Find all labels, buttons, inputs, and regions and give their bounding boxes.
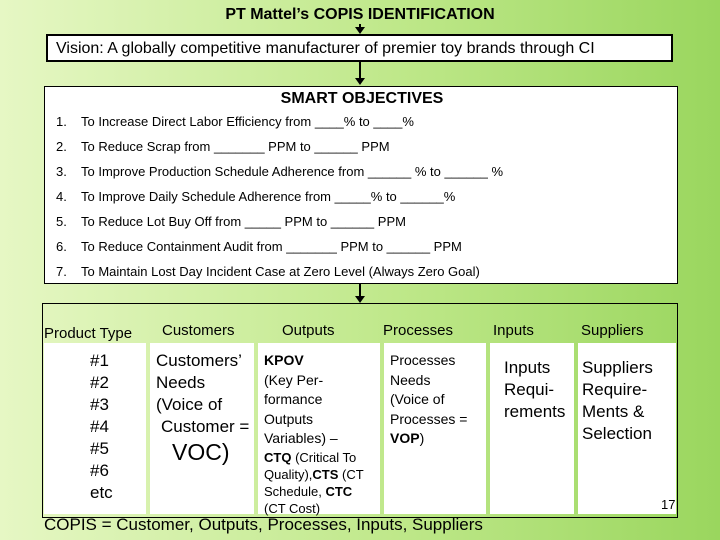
processes-vop-line bbox=[390, 429, 467, 449]
outputs-line: (Key Per- bbox=[264, 371, 324, 388]
objective-text: To Reduce Scrap from _______ PPM to ______ PPM bbox=[81, 139, 390, 154]
vision-label: Vision bbox=[56, 40, 100, 57]
arrow-head bbox=[355, 296, 365, 303]
objectives-title: SMART OBJECTIVES bbox=[280, 90, 444, 107]
product-type-list bbox=[90, 350, 113, 504]
suppliers-text bbox=[582, 357, 653, 445]
objective-number: 3. bbox=[56, 164, 67, 179]
objective-text: To Reduce Containment Audit from _______ PPM to ______ PPM bbox=[81, 239, 462, 254]
customers-line: Needs bbox=[156, 373, 206, 392]
customers-line: Customer = bbox=[161, 417, 250, 436]
processes-line: (Voice of bbox=[390, 391, 445, 407]
vop-close: ) bbox=[419, 430, 425, 446]
customers-voc: VOC) bbox=[172, 439, 230, 465]
objective-text: To Reduce Lot Buy Off from _____ PPM to ______ PPM bbox=[81, 214, 406, 229]
ctc-label: CTC bbox=[325, 483, 353, 499]
suppliers-line: Suppliers bbox=[582, 358, 653, 377]
suppliers-line: Ments & bbox=[582, 402, 645, 421]
list-item: #5 bbox=[90, 439, 109, 458]
processes-line: Processes bbox=[390, 352, 456, 368]
outputs-ctc-line bbox=[264, 483, 364, 500]
list-item: #1 bbox=[90, 351, 109, 370]
processes-line: Needs bbox=[390, 371, 431, 388]
ctc-text: Schedule, bbox=[264, 483, 326, 499]
list-item: etc bbox=[90, 483, 113, 502]
objective-number: 1. bbox=[56, 114, 67, 129]
outputs-cost-line: (CT Cost) bbox=[264, 500, 321, 516]
inputs-line: Requi- bbox=[504, 380, 555, 399]
outputs-line: Outputs bbox=[264, 410, 314, 427]
customers-line: (Voice of bbox=[156, 395, 223, 414]
customers-text bbox=[156, 350, 249, 466]
outputs-ctq-line bbox=[264, 449, 364, 466]
cts-text: Quality), bbox=[264, 466, 313, 482]
objective-number: 4. bbox=[56, 189, 67, 204]
objective-text: To Improve Production Schedule Adherence from ______ % to ______ % bbox=[81, 164, 504, 179]
header-customers: Customers bbox=[162, 322, 235, 339]
arrow-connector bbox=[359, 62, 361, 79]
objective-number: 2. bbox=[56, 139, 67, 154]
arrow-head bbox=[355, 78, 365, 85]
objective-number: 7. bbox=[56, 264, 67, 279]
ctq-label: CTQ bbox=[264, 449, 292, 465]
objective-number: 6. bbox=[56, 239, 67, 254]
smart-objectives-box bbox=[44, 86, 678, 284]
list-item: #2 bbox=[90, 373, 109, 392]
outputs-text bbox=[264, 351, 364, 517]
objective-text: To Improve Daily Schedule Adherence from _____% to ______% bbox=[81, 189, 456, 204]
outputs-line: formance bbox=[264, 391, 323, 407]
page-number: 17 bbox=[661, 497, 676, 512]
suppliers-line: Require- bbox=[582, 380, 648, 399]
inputs-line: Inputs bbox=[504, 358, 551, 377]
header-suppliers: Suppliers bbox=[581, 322, 644, 339]
vop-label: VOP bbox=[390, 430, 420, 446]
arrow-head bbox=[355, 27, 365, 34]
header-product-type: Product Type bbox=[44, 325, 133, 342]
page-title: PT Mattel’s COPIS IDENTIFICATION bbox=[225, 6, 495, 23]
objective-text: To Maintain Lost Day Incident Case at Zero Level (Always Zero Goal) bbox=[81, 264, 480, 279]
cts-text-2: (CT bbox=[338, 466, 364, 482]
header-inputs: Inputs bbox=[493, 322, 534, 339]
list-item: #3 bbox=[90, 395, 109, 414]
outputs-line: Variables) – bbox=[264, 430, 338, 446]
customers-line: Customers’ bbox=[156, 351, 242, 370]
ctq-text: (Critical To bbox=[291, 449, 357, 465]
objective-text: To Increase Direct Labor Efficiency from ____% to ____% bbox=[81, 114, 414, 129]
header-outputs: Outputs bbox=[282, 322, 335, 339]
vision-text: : A globally competitive manufacturer of premier toy brands through CI bbox=[99, 40, 595, 57]
objective-number: 5. bbox=[56, 214, 67, 229]
inputs-text bbox=[504, 357, 565, 423]
outputs-cts-line bbox=[264, 466, 364, 483]
list-item: #4 bbox=[90, 417, 109, 436]
processes-line: Processes = bbox=[390, 410, 468, 427]
suppliers-line: Selection bbox=[582, 424, 652, 443]
inputs-line: rements bbox=[504, 402, 566, 421]
cts-label: CTS bbox=[312, 466, 339, 482]
outputs-kpov: KPOV bbox=[264, 352, 304, 368]
vision-statement bbox=[46, 34, 673, 62]
list-item: #6 bbox=[90, 461, 109, 480]
header-processes: Processes bbox=[383, 322, 454, 339]
processes-text bbox=[390, 351, 467, 449]
copis-definition: COPIS = Customer, Outputs, Processes, Inputs, Suppliers bbox=[44, 515, 483, 534]
